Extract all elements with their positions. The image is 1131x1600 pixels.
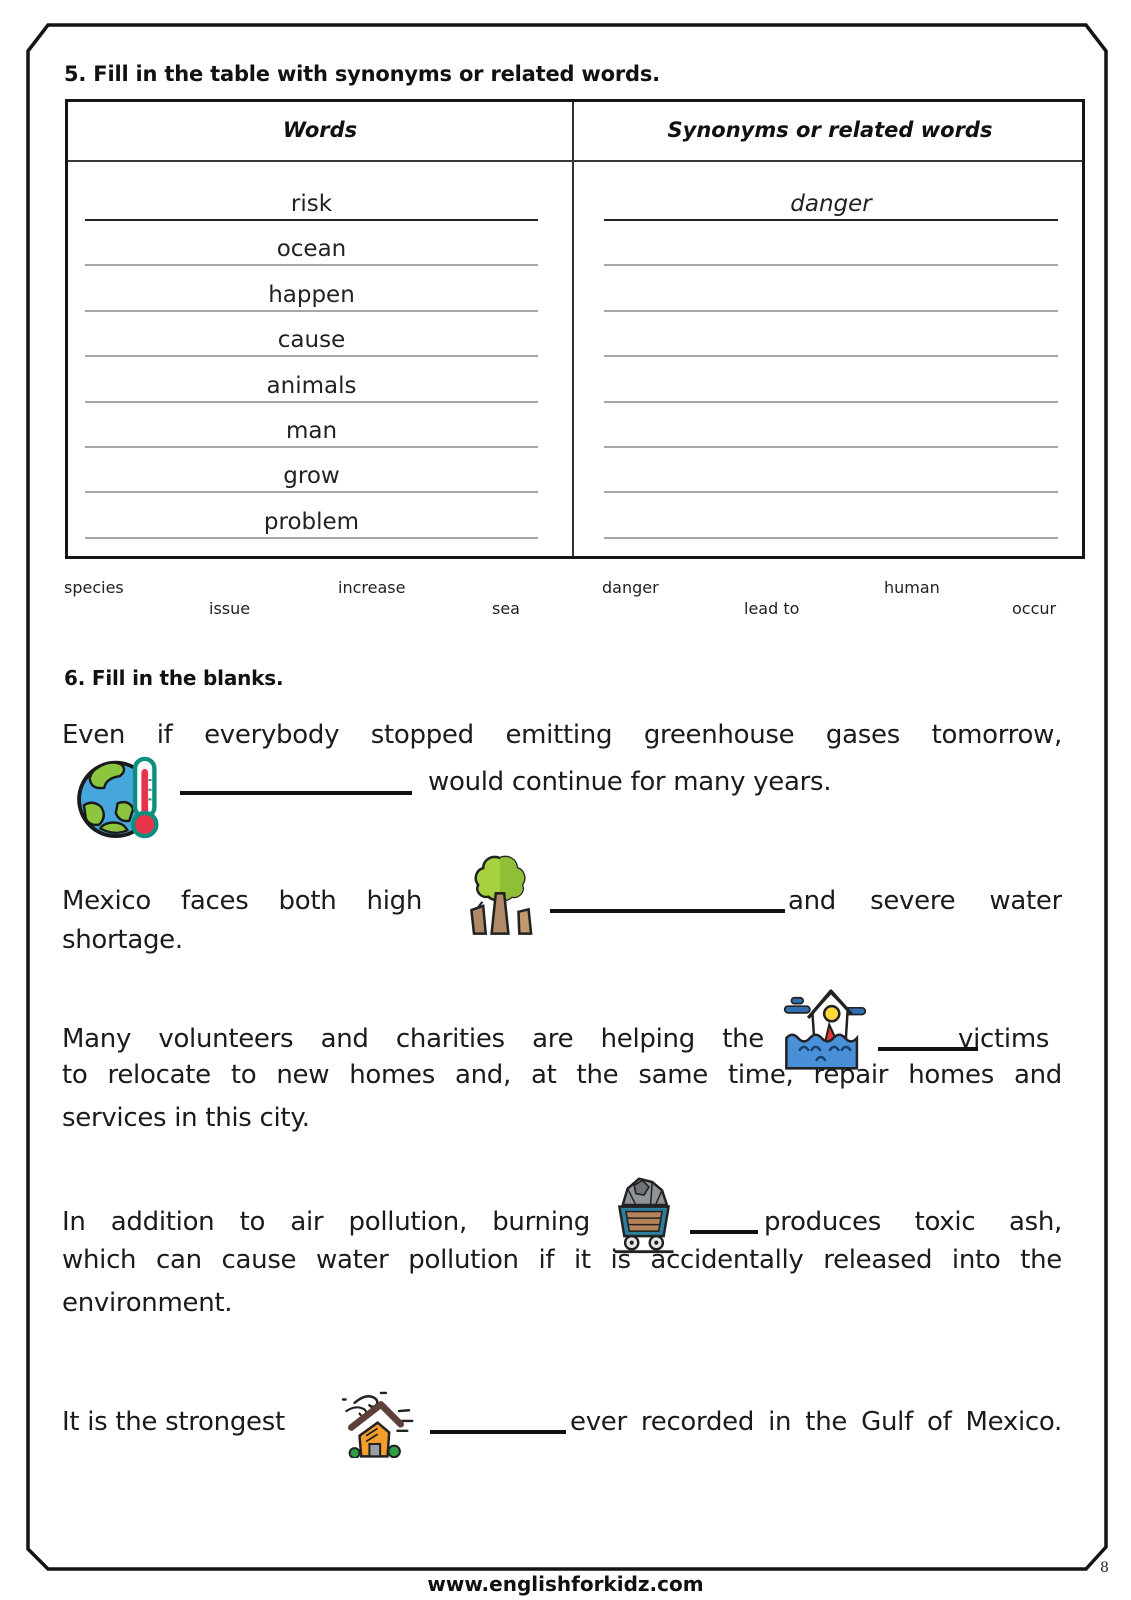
bank-word-occur: occur <box>1012 599 1057 618</box>
table-header-synonyms: Synonyms or related words <box>667 118 993 142</box>
word-cell-grow: grow <box>85 445 538 493</box>
table-column-divider <box>572 102 574 556</box>
page-number: 8 <box>1100 1560 1109 1576</box>
sentence4-line2: which can cause water pollution if it is accidentally released into the <box>62 1245 1062 1275</box>
word-cell-risk: risk <box>85 173 538 221</box>
sentence1-line1: Even if everybody stopped emitting greenhouse gases tomorrow, <box>62 720 1062 750</box>
word-cell-man: man <box>85 400 538 448</box>
sentence3-before-icon: Many volunteers and charities are helping the <box>62 1024 764 1054</box>
synonym-blank-line[interactable] <box>604 491 1058 539</box>
bank-word-species: species <box>64 578 124 597</box>
sentence3-after-blank: victims <box>958 1024 1050 1054</box>
sentence4-before-icon: In addition to air pollution, burning <box>62 1207 590 1237</box>
sentence2-line2: shortage. <box>62 925 183 955</box>
bank-word-issue: issue <box>209 599 251 618</box>
deforestation-icon <box>458 853 542 937</box>
bank-word-human: human <box>884 578 940 597</box>
footer-url: www.englishforkidz.com <box>427 1572 704 1596</box>
table-header-separator <box>68 160 1082 162</box>
sentence4-line3: environment. <box>62 1288 233 1318</box>
section5-title: 5. Fill in the table with synonyms or related words. <box>64 62 660 86</box>
synonym-blank-line[interactable] <box>604 400 1058 448</box>
fill-blank-2[interactable] <box>550 879 785 913</box>
sentence3-line2: to relocate to new homes and, at the same time, repair homes and <box>62 1060 1062 1090</box>
globe-thermometer-icon <box>75 755 172 839</box>
sentence1-after-blank: would continue for many years. <box>428 767 832 797</box>
bank-word-sea: sea <box>492 599 520 618</box>
word-cell-problem: problem <box>85 491 538 539</box>
word-cell-animals: animals <box>85 355 538 403</box>
table-header-words: Words <box>282 118 358 142</box>
sentence5-after-blank: ever recorded in the Gulf of Mexico. <box>570 1407 1062 1437</box>
word-cell-happen: happen <box>85 264 538 312</box>
fill-blank-4[interactable] <box>690 1200 758 1234</box>
sentence3-line3: services in this city. <box>62 1103 310 1133</box>
word-cell-cause: cause <box>85 309 538 357</box>
synonym-blank-line[interactable] <box>604 445 1058 493</box>
synonym-blank-line[interactable] <box>604 264 1058 312</box>
synonym-blank-line[interactable] <box>604 218 1058 266</box>
hurricane-icon <box>326 1388 426 1458</box>
synonyms-table <box>65 99 1085 559</box>
section6-title: 6. Fill in the blanks. <box>64 666 284 690</box>
synonym-cell-risk[interactable] <box>604 173 1058 221</box>
synonym-example: danger <box>790 191 872 217</box>
bank-word-increase: increase <box>338 578 406 597</box>
word-cell-ocean: ocean <box>85 218 538 266</box>
bank-word-danger: danger <box>602 578 659 597</box>
fill-blank-1[interactable] <box>180 761 412 795</box>
fill-blank-5[interactable] <box>430 1400 566 1434</box>
sentence2-before-icon: Mexico faces both high <box>62 886 422 916</box>
sentence2-after-blank: and severe water <box>788 886 1062 916</box>
bank-word-lead-to: lead to <box>744 599 800 618</box>
sentence5-before-icon: It is the strongest <box>62 1407 285 1437</box>
sentence4-after-blank: produces toxic ash, <box>764 1207 1062 1237</box>
synonym-blank-line[interactable] <box>604 309 1058 357</box>
synonym-blank-line[interactable] <box>604 355 1058 403</box>
